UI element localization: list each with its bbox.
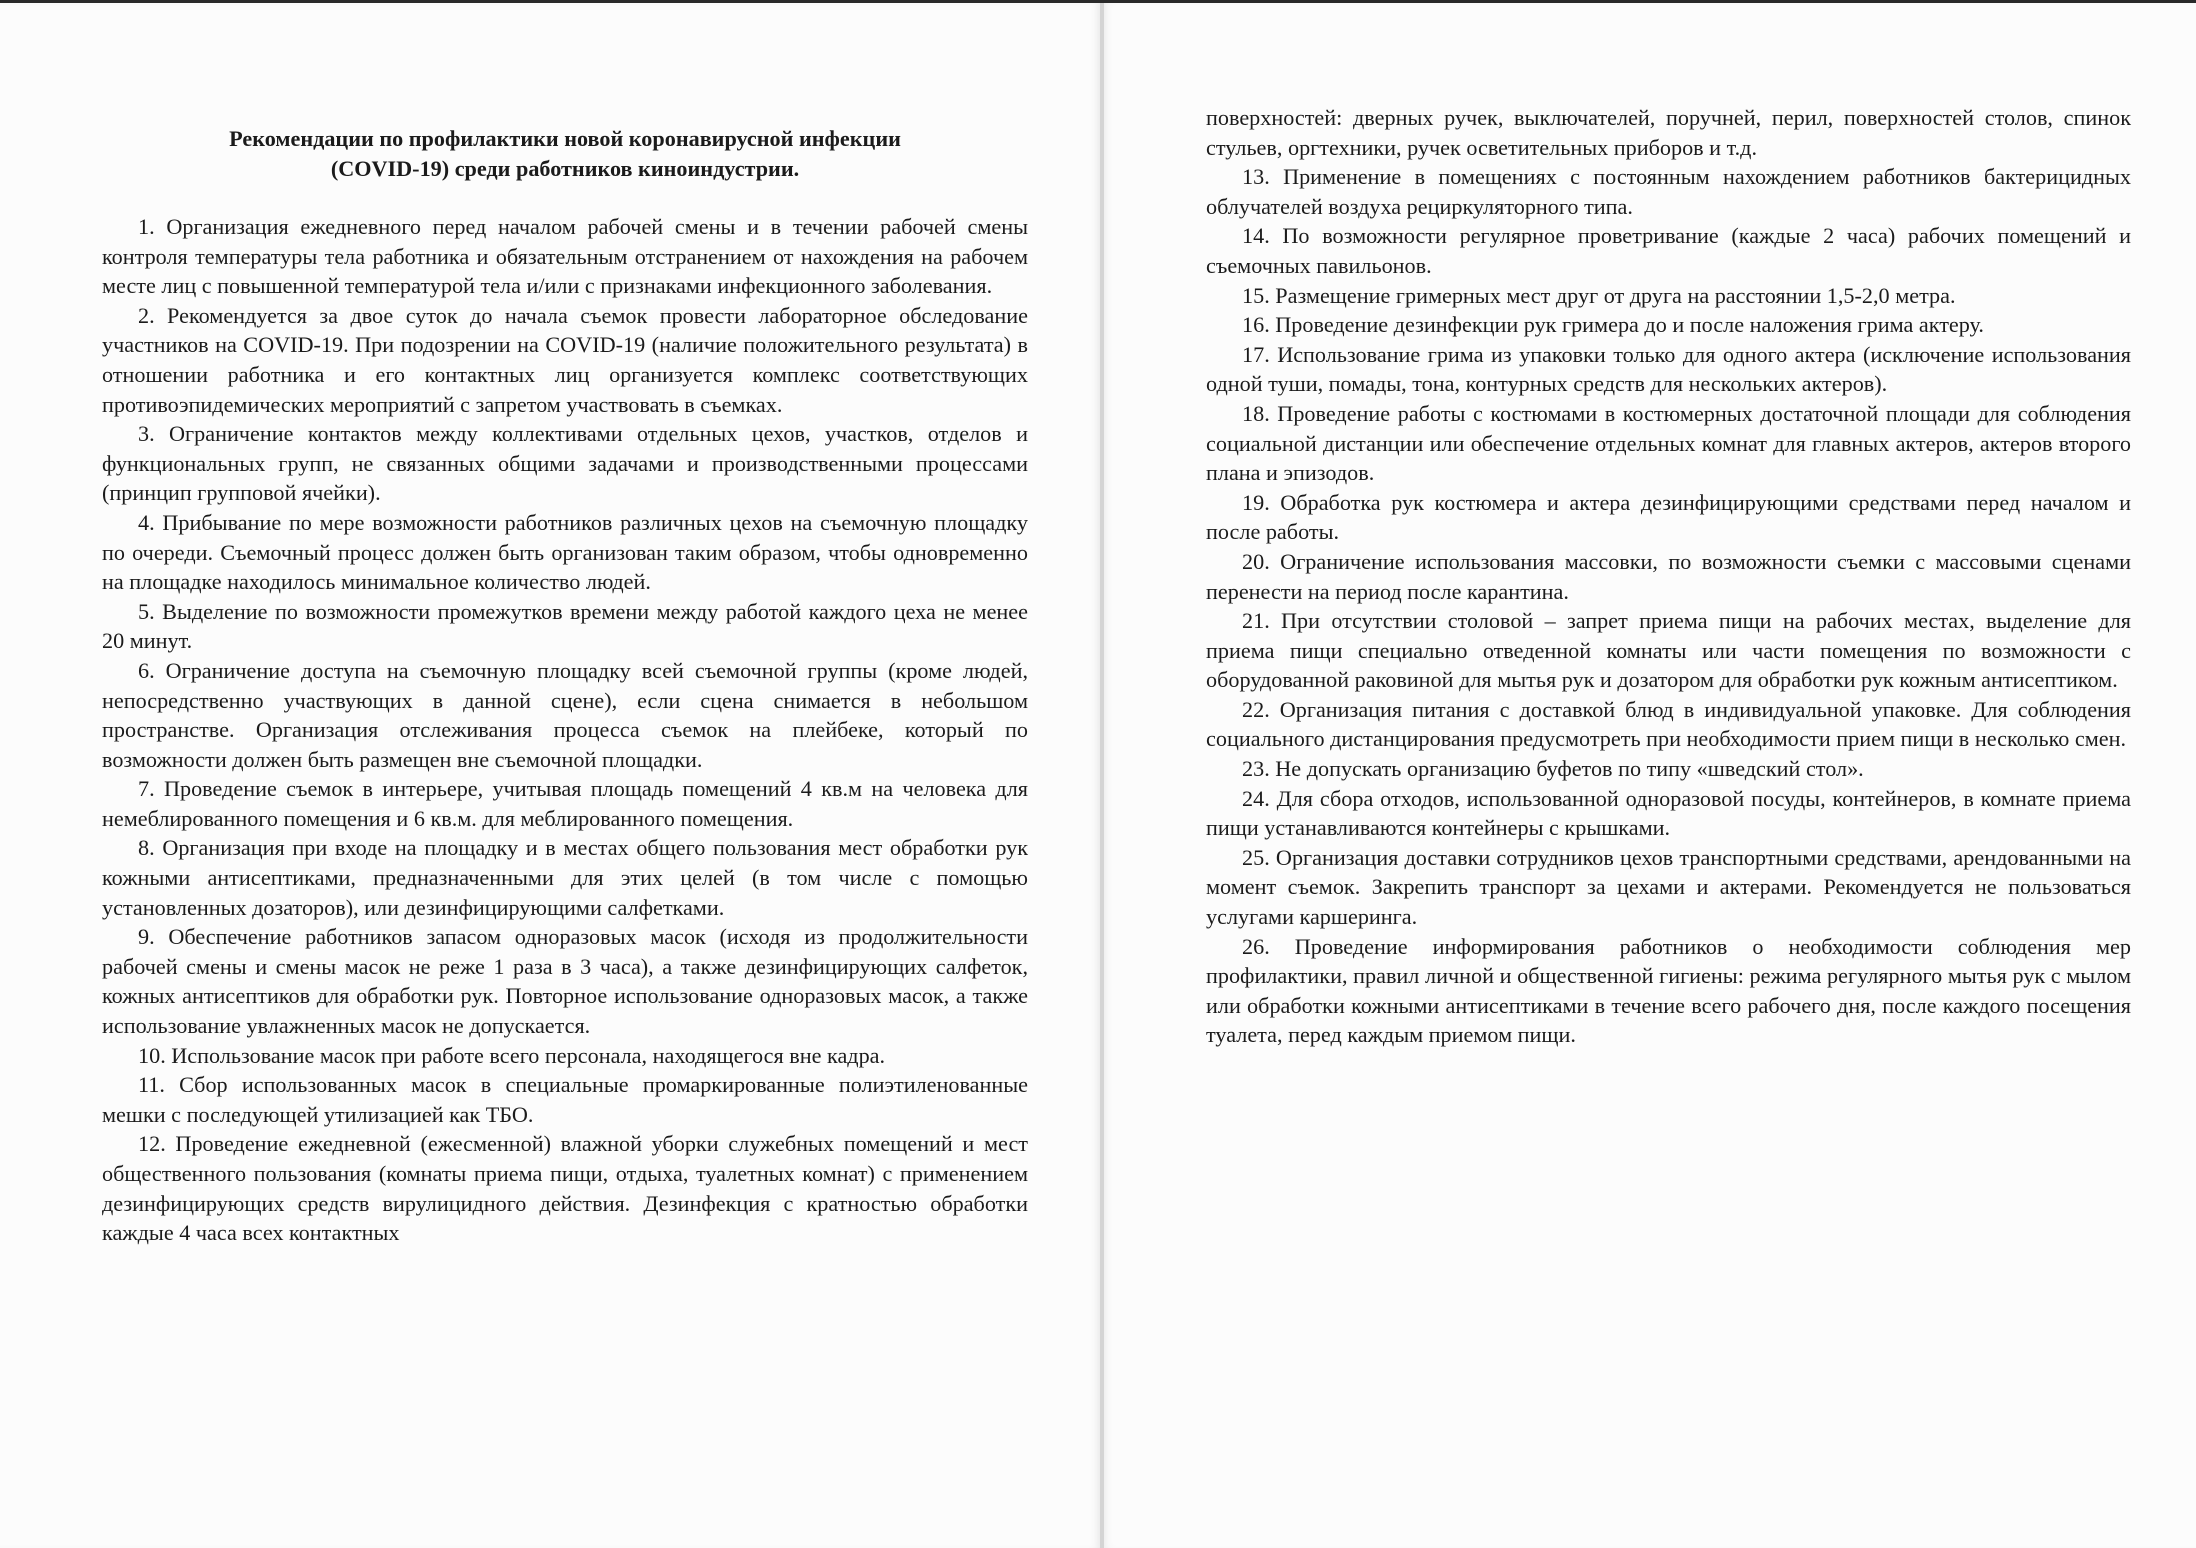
- recommendation-item: 6. Ограничение доступа на съемочную площадку всей съемочной группы (кроме людей, непосредственно участвующих в данной сцене), если сцена снимается в небольшом пространстве. Организация отслеживания процесса съемок на плейбеке, который по возможности должен быть размещен вне съемочной площадки.: [102, 657, 1028, 772]
- recommendation-item: 10. Использование масок при работе всего персонала, находящегося вне кадра.: [138, 1042, 886, 1068]
- recommendation-item: 5. Выделение по возможности промежутков времени между работой каждого цеха не менее 20 минут.: [102, 598, 1028, 654]
- recommendation-item: 1. Организация ежедневного перед началом рабочей смены и в течении рабочей смены контроля температуры тела работника и обязательным отстранением от нахождения на рабочем месте лиц с повышенной температурой тела и/или с признаками инфекционного заболевания.: [102, 214, 1028, 299]
- right-column: [1206, 103, 2131, 1050]
- recommendation-item: 4. Прибывание по мере возможности работников различных цехов на съемочную площадку по очереди. Съемочный процесс должен быть организован таким образом, чтобы одновременно на площадке находилось минимальное количество людей.: [102, 509, 1028, 595]
- recommendation-item: 17. Использование грима из упаковки только для одного актера (исключение использования одной туши, помады, тона, контурных средств для нескольких актеров).: [1206, 341, 2131, 397]
- recommendation-item: 22. Организация питания с доставкой блюд в индивидуальной упаковке. Для соблюдения социального дистанцирования предусмотреть при необходимости прием пищи в несколько смен.: [1206, 696, 2131, 752]
- recommendation-item: 26. Проведение информирования работников о необходимости соблюдения мер профилактики, правил личной и общественной гигиены: режима регулярного мытья рук с мылом или обработки кожными антисептиками в течение всего рабочего дня, после каждого посещения туалета, перед каждым приемом пищи.: [1206, 933, 2131, 1048]
- document-title-line-1: Рекомендации по профилактики новой коронавирусной инфекции: [229, 126, 901, 151]
- recommendation-item: 25. Организация доставки сотрудников цехов транспортными средствами, арендованными на момент съемок. Закрепить транспорт за цехами и актерами. Рекомендуется не пользоваться услугами каршеринга.: [1206, 844, 2131, 930]
- recommendation-item-continuation: поверхностей: дверных ручек, выключателей, поручней, перил, поверхностей столов, спинок стульев, оргтехники, ручек осветительных приборов и т.д.: [1206, 105, 2131, 160]
- recommendation-item: 20. Ограничение использования массовки, по возможности съемки с массовыми сценами перенести на период после карантина.: [1206, 548, 2131, 604]
- recommendation-item: 15. Размещение гримерных мест друг от друга на расстоянии 1,5-2,0 метра.: [1242, 282, 1956, 308]
- recommendation-item: 18. Проведение работы с костюмами в костюмерных достаточной площади для соблюдения социальной дистанции или обеспечение отдельных комнат для главных актеров, актеров второго плана и эпизодов.: [1206, 400, 2131, 486]
- recommendation-item: 8. Организация при входе на площадку и в местах общего пользования мест обработки рук кожными антисептиками, предназначенными для этих целей (в том числе с помощью установленных дозаторов), или дезинфицирующими салфетками.: [102, 835, 1028, 920]
- recommendation-item: 23. Не допускать организацию буфетов по типу «шведский стол».: [1242, 756, 1864, 782]
- recommendation-item: 24. Для сбора отходов, использованной одноразовой посуды, контейнеров, в комнате приема пищи устанавливаются контейнеры с крышками.: [1206, 785, 2131, 841]
- recommendation-item: 14. По возможности регулярное проветривание (каждые 2 часа) рабочих помещений и съемочных павильонов.: [1206, 223, 2131, 278]
- recommendation-item: 9. Обеспечение работников запасом одноразовых масок (исходя из продолжительности рабочей смены и смены масок не реже 1 раза в 3 часа), а также дезинфицирующих салфеток, кожных антисептиков для обработки рук. Повторное использование одноразовых масок, а также использование увлажненных масок не допускается.: [102, 924, 1028, 1039]
- recommendation-item: 21. При отсутствии столовой – запрет приема пищи на рабочих местах, выделение для приема пищи специально отведенной комнаты или части помещения по возможности с оборудованной раковиной для мытья рук и дозатором для обработки рук кожным антисептиком.: [1206, 608, 2131, 693]
- recommendation-item: 12. Проведение ежедневной (ежесменной) влажной уборки служебных помещений и мест общественного пользования (комнаты приема пищи, отдыха, туалетных комнат) с применением дезинфицирующих средств вирулицидного действия. Дезинфекция с кратностью обработки каждые 4 часа всех контактных: [102, 1131, 1028, 1246]
- recommendation-item: 19. Обработка рук костюмера и актера дезинфицирующими средствами перед началом и после работы.: [1206, 489, 2131, 545]
- recommendation-item: 7. Проведение съемок в интерьере, учитывая площадь помещений 4 кв.м на человека для немеблированного помещения и 6 кв.м. для меблированного помещения.: [102, 776, 1028, 831]
- recommendation-item: 16. Проведение дезинфекции рук гримера до и после наложения грима актеру.: [1242, 312, 1984, 338]
- recommendation-item: 11. Сбор использованных масок в специальные промаркированные полиэтиленованные мешки с последующей утилизацией как ТБО.: [102, 1072, 1028, 1127]
- recommendation-item: 3. Ограничение контактов между коллективами отдельных цехов, участков, отделов и функциональных групп, не связанных общими задачами и производственными процессами (принцип групповой ячейки).: [102, 421, 1028, 506]
- left-column: [102, 212, 1028, 1248]
- recommendation-item: 13. Применение в помещениях с постоянным нахождением работников бактерицидных облучателей воздуха рециркуляторного типа.: [1206, 164, 2131, 219]
- document-title-line-2: (COVID-19) среди работников киноиндустрии.: [330, 156, 800, 181]
- document-title: [102, 124, 1028, 184]
- recommendation-item: 2. Рекомендуется за двое суток до начала съемок провести лабораторное обследование участников на COVID-19. При подозрении на COVID-19 (наличие положительного результата) в отношении работника и его контактных лиц организуется комплекс соответствующих противоэпидемических мероприятий с запретом участвовать в съемках.: [102, 302, 1028, 417]
